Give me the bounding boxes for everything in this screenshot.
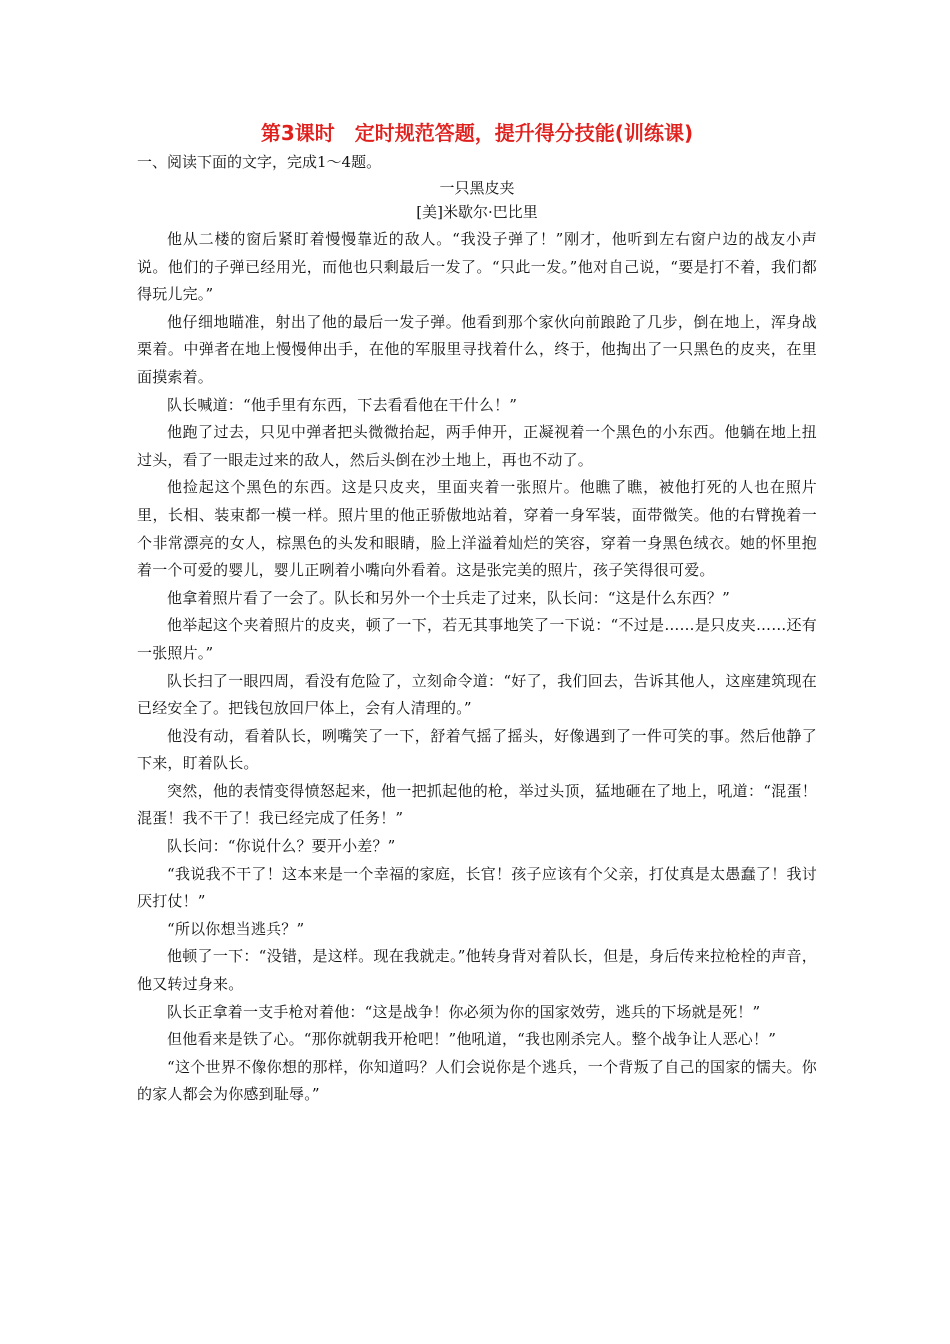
document-page: [137, 118, 817, 1109]
paragraph: 他顿了一下：“没错，是这样。现在我就走。”他转身背对着队长，但是，身后传来拉枪栓的声音，他又转过身来。: [137, 947, 817, 994]
paragraph: 但他看来是铁了心。“那你就朝我开枪吧！”他吼道，“我也刚杀完人。整个战争让人恶心！”: [167, 1030, 777, 1049]
paragraph: “我说我不干了！这本来是一个幸福的家庭，长官！孩子应该有个父亲，打仗真是太愚蠢了！我讨厌打仗！”: [137, 864, 817, 911]
paragraph: 队长扫了一眼四周，看没有危险了，立刻命令道：“好了，我们回去，告诉其他人，这座建筑现在已经安全了。把钱包放回尸体上，会有人清理的。”: [137, 671, 817, 718]
paragraph: 队长正拿着一支手枪对着他：“这是战争！你必须为你的国家效劳，逃兵的下场就是死！”: [167, 1002, 761, 1021]
paragraph: 突然，他的表情变得愤怒起来，他一把抓起他的枪，举过头顶，猛地砸在了地上，吼道：“混蛋！混蛋！我不干了！我已经完成了任务！”: [137, 781, 817, 828]
paragraph: “所以你想当逃兵？”: [167, 919, 305, 938]
article-title: 一只黑皮夹: [439, 179, 515, 197]
paragraph: 他捡起这个黑色的东西。这是只皮夹，里面夹着一张照片。他瞧了瞧，被他打死的人也在照片里，长相、装束都一模一样。照片里的他正骄傲地站着，穿着一身军装，面带微笑。他的右臂挽着一个非常漂亮的女人，棕黑色的头发和眼睛，脸上洋溢着灿烂的笑容，穿着一身黑色绒衣。她的怀里抱着一个可爱的婴儿，婴儿正咧着小嘴向外看着。这是张完美的照片，孩子笑得很可爱。: [137, 478, 817, 580]
lesson-title: 第3课时 定时规范答题，提升得分技能(训练课): [260, 121, 694, 145]
article-author: [美]米歇尔·巴比里: [416, 203, 538, 221]
paragraph: 他从二楼的窗后紧盯着慢慢靠近的敌人。“我没子弹了！”刚才，他听到左右窗户边的战友小声说。他们的子弹已经用光，而他也只剩最后一发了。“只此一发。”他对自己说，“要是打不着，我们都得玩儿完。”: [137, 230, 817, 304]
paragraph: 他跑了过去，只见中弹者把头微微抬起，两手伸开，正凝视着一个黑色的小东西。他躺在地上扭过头，看了一眼走过来的敌人，然后头倒在沙土地上，再也不动了。: [137, 423, 817, 469]
paragraph: 他举起这个夹着照片的皮夹，顿了一下，若无其事地笑了一下说：“不过是……是只皮夹……还有一张照片。”: [137, 616, 817, 662]
paragraph: 他仔细地瞄准，射出了他的最后一发子弹。他看到那个家伙向前踉跄了几步，倒在地上，浑身战栗着。中弹者在地上慢慢伸出手，在他的军服里寻找着什么，终于，他掏出了一只黑色的皮夹，在里面摸索着。: [137, 312, 817, 386]
question-prompt: 一、阅读下面的文字，完成1～4题。: [137, 153, 382, 171]
paragraph: 他没有动，看着队长，咧嘴笑了一下，舒着气摇了摇头，好像遇到了一件可笑的事。然后他静了下来，盯着队长。: [137, 726, 817, 773]
paragraph: 他拿着照片看了一会了。队长和另外一个士兵走了过来，队长问：“这是什么东西？”: [167, 588, 730, 607]
paragraph: 队长问：“你说什么？要开小差？”: [167, 837, 396, 856]
paragraph: “这个世界不像你想的那样，你知道吗？人们会说你是个逃兵，一个背叛了自己的国家的懦夫。你的家人都会为你感到耻辱。”: [137, 1057, 817, 1104]
paragraph: 队长喊道：“他手里有东西，下去看看他在干什么！”: [167, 395, 518, 414]
